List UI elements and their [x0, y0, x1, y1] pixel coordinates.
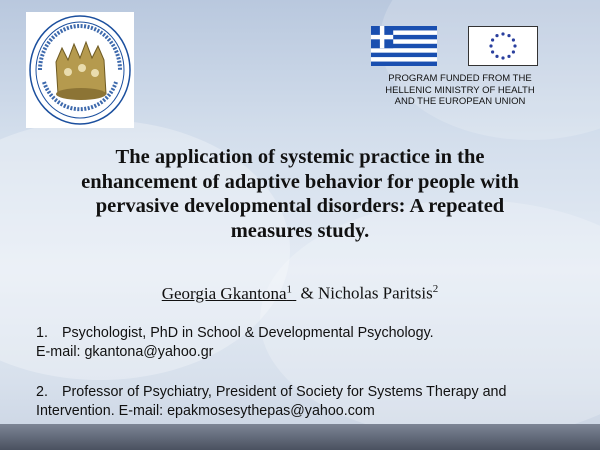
society-seal-logo: [26, 12, 134, 128]
authors-line: [0, 283, 600, 304]
author-1: [162, 284, 297, 303]
greece-flag-icon: [371, 26, 437, 66]
affiliation-number: 1.: [36, 325, 48, 341]
affiliation-text: Psychologist, PhD in School & Developmental Psychology.: [62, 325, 434, 341]
affiliation-number: 2.: [36, 384, 48, 400]
bottom-bar: [0, 424, 600, 450]
title-line: The application of systemic practice in the: [115, 146, 485, 168]
paper-title: [40, 145, 560, 243]
background-swirl: [380, 0, 600, 140]
affiliation-text: Professor of Psychiatry, President of Society for Systems Therapy and: [62, 384, 507, 400]
funding-line: AND THE EUROPEAN UNION: [394, 96, 526, 107]
title-line: measures study.: [230, 219, 370, 242]
funding-notice: [360, 73, 560, 108]
title-line: pervasive developmental disorders: A repeated: [95, 195, 505, 217]
author-1-name: Georgia Gkantona: [161, 283, 287, 303]
affiliation-email: E-mail: gkantona@yahoo.gr: [36, 344, 214, 360]
funding-line: PROGRAM FUNDED FROM THE: [388, 73, 532, 84]
author-1-superscript: 1: [286, 283, 293, 295]
affiliation-1: [36, 324, 434, 362]
author-2-name: & Nicholas Paritsis: [300, 283, 433, 303]
affiliation-2: [36, 383, 506, 421]
affiliation-email: Intervention. E-mail: epakmosesythepas@yahoo.com: [36, 403, 375, 419]
author-2-superscript: 2: [432, 283, 439, 295]
eu-flag-icon: [468, 26, 538, 66]
title-line: enhancement of adaptive behavior for people with: [81, 170, 519, 193]
funding-line: HELLENIC MINISTRY OF HEALTH: [385, 84, 535, 96]
